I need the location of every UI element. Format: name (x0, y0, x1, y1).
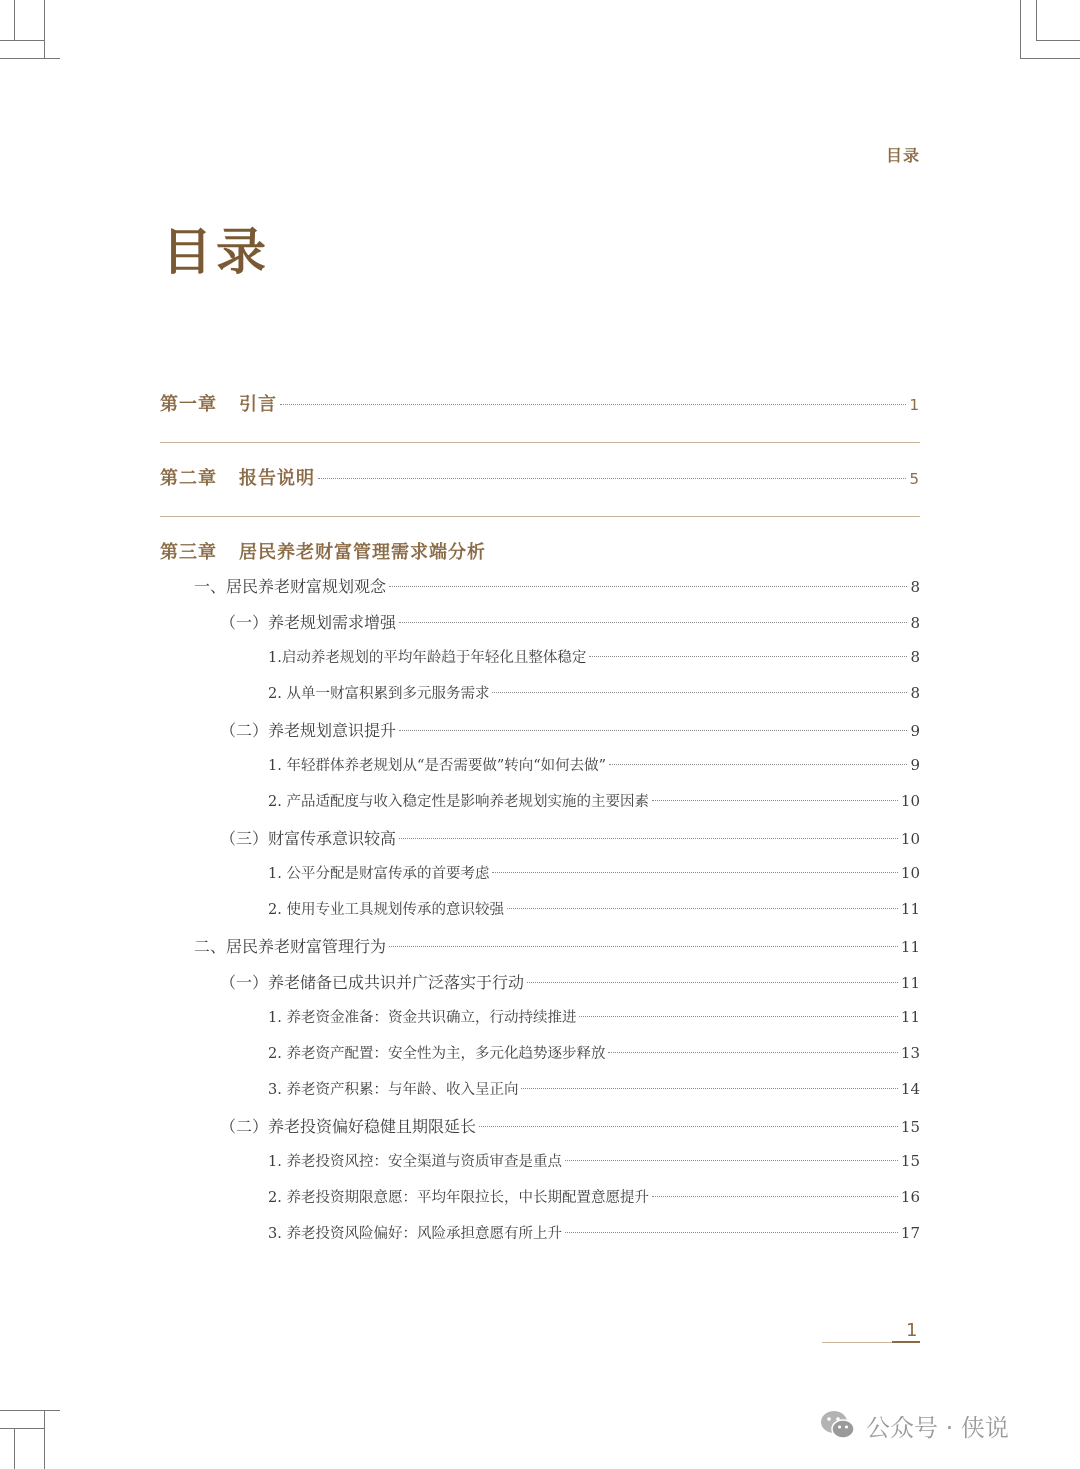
dot-leader (399, 622, 907, 623)
entry-title: 2. 产品适配度与收入稳定性是影响养老规划实施的主要因素 (268, 794, 649, 810)
crop-mark (14, 1428, 15, 1469)
entry-title: （二）养老规划意识提升 (220, 721, 397, 740)
page-number: 10 (900, 792, 920, 810)
entry-title: 1. 年轻群体养老规划从“是否需要做”转向“如何去做” (268, 758, 607, 774)
entry-title: 3. 养老投资风险偏好：风险承担意愿有所上升 (268, 1226, 562, 1242)
watermark-text: 公众号 · 侠说 (866, 1413, 1009, 1442)
chapter-number: 第三章 (160, 542, 217, 563)
crop-mark (1020, 58, 1080, 59)
dot-leader (521, 1088, 897, 1089)
toc-entry[interactable] (160, 1078, 920, 1114)
chapter-number: 第一章 (160, 394, 217, 415)
dot-leader (318, 478, 906, 479)
entry-title: 1. 养老资金准备：资金共识确立，行动持续推进 (268, 1010, 577, 1026)
page-number: 5 (909, 470, 920, 488)
toc-entry[interactable] (160, 574, 920, 610)
toc-entry[interactable] (160, 790, 920, 826)
toc-entry[interactable] (160, 1042, 920, 1078)
folio-underline (892, 1341, 920, 1343)
dot-leader (389, 586, 907, 587)
toc-entry[interactable] (160, 1222, 920, 1258)
toc-entry[interactable] (160, 934, 920, 970)
page-number: 11 (900, 938, 920, 956)
entry-title: 1. 养老投资风控：安全渠道与资质审查是重点 (268, 1154, 562, 1170)
crop-mark (0, 58, 60, 59)
dot-leader (399, 730, 907, 731)
chapter-title: 居民养老财富管理需求端分析 (239, 542, 486, 563)
page-title: 目录 (162, 223, 270, 281)
page-number: 11 (900, 974, 920, 992)
folio-page-number: 1 (906, 1320, 918, 1341)
toc-entry[interactable] (160, 754, 920, 790)
dot-leader (507, 908, 898, 909)
crop-mark (0, 1410, 60, 1411)
dot-leader (652, 800, 898, 801)
toc-chapter[interactable] (160, 390, 920, 424)
dot-leader (565, 1160, 898, 1161)
toc-entry[interactable] (160, 826, 920, 862)
entry-title: （二）养老投资偏好稳健且期限延长 (220, 1117, 477, 1136)
crop-mark (14, 0, 15, 40)
page-number: 11 (900, 1008, 920, 1026)
dot-leader (479, 1126, 898, 1127)
toc-entry[interactable] (160, 1114, 920, 1150)
entry-title: 1. 公平分配是财富传承的首要考虑 (268, 866, 490, 882)
page-number: 11 (900, 900, 920, 918)
crop-mark (1036, 0, 1037, 40)
page-number: 15 (900, 1118, 920, 1136)
toc-entry[interactable] (160, 898, 920, 934)
dot-leader (492, 872, 897, 873)
toc-entry[interactable] (160, 862, 920, 898)
page-number: 10 (900, 864, 920, 882)
page-number: 8 (910, 648, 920, 666)
crop-mark (1036, 40, 1080, 41)
toc-entry[interactable] (160, 1006, 920, 1042)
page-number: 13 (900, 1044, 920, 1062)
dot-leader (608, 1052, 897, 1053)
page-number: 8 (910, 614, 920, 632)
entry-title: 一、居民养老财富规划观念 (194, 577, 387, 596)
entry-title: 2. 养老资产配置：安全性为主，多元化趋势逐步释放 (268, 1046, 606, 1062)
page-number: 16 (900, 1188, 920, 1206)
crop-mark (44, 0, 45, 58)
entry-title: 2. 从单一财富积累到多元服务需求 (268, 686, 490, 702)
dot-leader (565, 1232, 898, 1233)
wechat-icon (818, 1405, 858, 1445)
toc-entry[interactable] (160, 1186, 920, 1222)
dot-leader (527, 982, 898, 983)
toc-chapter[interactable] (160, 464, 920, 498)
dot-leader (280, 404, 906, 405)
page-number: 10 (900, 830, 920, 848)
dot-leader (589, 656, 907, 657)
entry-title: （三）财富传承意识较高 (220, 829, 397, 848)
chapter-divider (160, 516, 920, 517)
page-number: 9 (910, 756, 920, 774)
toc-entry[interactable] (160, 646, 920, 682)
dot-leader (492, 692, 907, 693)
entry-title: 二、居民养老财富管理行为 (194, 937, 387, 956)
dot-leader (389, 946, 898, 947)
dot-leader (579, 1016, 897, 1017)
toc-entry[interactable] (160, 718, 920, 754)
watermark (818, 1403, 1009, 1447)
entry-title: 2. 养老投资期限意愿：平均年限拉长，中长期配置意愿提升 (268, 1190, 649, 1206)
page-number: 14 (900, 1080, 920, 1098)
dot-leader (609, 764, 907, 765)
page-number: 15 (900, 1152, 920, 1170)
page-number: 8 (910, 578, 920, 596)
toc-chapter[interactable] (160, 538, 920, 574)
toc-entry[interactable] (160, 610, 920, 646)
entry-title: 2. 使用专业工具规划传承的意识较强 (268, 902, 504, 918)
dot-leader (399, 838, 898, 839)
toc-entry[interactable] (160, 970, 920, 1006)
chapter-number: 第二章 (160, 468, 217, 489)
crop-mark (0, 1428, 44, 1429)
toc-entry[interactable] (160, 1150, 920, 1186)
table-of-contents (160, 390, 920, 1258)
crop-mark (44, 1410, 45, 1469)
page-number: 1 (909, 396, 920, 414)
chapter-title: 报告说明 (239, 468, 315, 489)
running-head: 目录 (885, 146, 920, 165)
page-number: 17 (900, 1224, 920, 1242)
crop-mark (1020, 0, 1021, 58)
entry-title: 1.启动养老规划的平均年龄趋于年轻化且整体稳定 (268, 650, 587, 666)
page-number: 9 (910, 722, 920, 740)
entry-title: 3. 养老资产积累：与年龄、收入呈正向 (268, 1082, 519, 1098)
chapter-title: 引言 (239, 394, 277, 415)
entry-title: （一）养老规划需求增强 (220, 613, 397, 632)
dot-leader (652, 1196, 898, 1197)
toc-entry[interactable] (160, 682, 920, 718)
entry-title: （一）养老储备已成共识并广泛落实于行动 (220, 973, 525, 992)
page-number: 8 (910, 684, 920, 702)
chapter-divider (160, 442, 920, 443)
crop-mark (0, 40, 44, 41)
